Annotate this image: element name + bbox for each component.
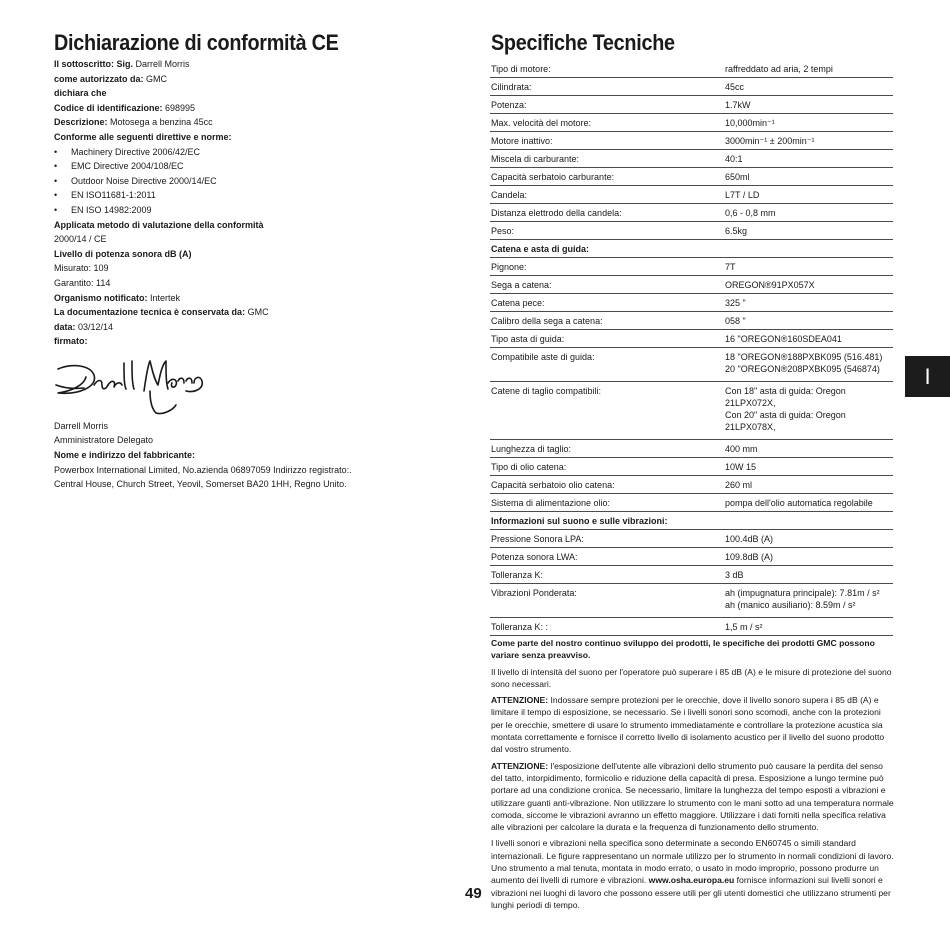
spec-value: 260 ml (724, 476, 893, 494)
undersigned-line (54, 57, 454, 72)
authorized-value: GMC (146, 73, 168, 84)
spec-value: 1.7kW (724, 96, 893, 114)
spec-value: 0,6 - 0,8 mm (724, 204, 893, 222)
notes-section (491, 637, 895, 915)
spec-row (490, 294, 893, 312)
spec-row (490, 330, 893, 348)
notes-paragraph-3 (491, 694, 895, 755)
spec-value (724, 584, 893, 618)
spec-value: 3 dB (724, 566, 893, 584)
spec-label: Vibrazioni Ponderata: (490, 584, 724, 618)
spec-row (490, 348, 893, 382)
warning-label: ATTENZIONE: (491, 695, 549, 706)
techdoc-line (54, 305, 454, 320)
declares-line (54, 86, 454, 101)
manufacturer-label: Nome e indirizzo del fabbricante: (54, 450, 196, 461)
id-code-line (54, 101, 454, 116)
techdoc-label: La documentazione tecnica è conservata da: (54, 307, 246, 318)
spec-value-line: ah (impugnatura principale): 7.81m / s² (725, 588, 880, 598)
spec-row (490, 150, 893, 168)
standards-text: I livelli sonori e vibrazioni nella specifica sono determinate a secondo EN60745 o simili standard internazionali. Le figure rappresentano un normale utilizzo per lo strumento in normali condizioni di lavoro. Uno strumento a mal tenuta, montata in modo errato, o usato in modo improprio, possono produrre un aumento dei livelli di rumore e vibrazioni. (491, 838, 894, 886)
spec-label: Calibro della sega a catena: (490, 312, 724, 330)
spec-label: Lunghezza di taglio: (490, 440, 724, 458)
signer-name: Darrell Morris (54, 420, 108, 431)
spec-value: OREGON®91PX057X (724, 276, 893, 294)
spec-label: Pignone: (490, 258, 724, 276)
techdoc-value: GMC (247, 307, 269, 318)
spec-label: Catena e asta di guida: (490, 240, 724, 258)
directive-item: • Outdoor Noise Directive 2000/14/EC (54, 174, 454, 189)
description-label: Descrizione: (54, 117, 108, 128)
spec-label: Sega a catena: (490, 276, 724, 294)
warning-label: ATTENZIONE: (491, 760, 549, 771)
sound-label: Livello di potenza sonora dB (A) (54, 248, 192, 259)
signature (54, 355, 214, 417)
signed-line (54, 334, 454, 349)
spec-value: 650ml (724, 168, 893, 186)
description-line (54, 115, 454, 130)
spec-row (490, 60, 893, 78)
spec-value: raffreddato ad aria, 2 tempi (724, 60, 893, 78)
spec-value: 16 "OREGON®160SDEA041 (724, 330, 893, 348)
spec-value: 058 " (724, 312, 893, 330)
spec-row (490, 566, 893, 584)
warning-text: l'esposizione dell'utente alle vibrazioni dello strumento può causare la perdita del senso del tatto, intorpidimento, formicolio e riduzione della capacità di presa. Esposizione a lungo termine può portare ad una condizione cronica. Se necessario, limitare la lunghezza del tempo esposti a vibrazioni e utilizzare guanti anti-vibrazione. Non utilizzare lo strumento con le mani sotto ad una temperatura normale comoda, siccome le vibrazioni avranno un effetto maggiore. Utilizzare i dati forniti nella specifica relativa alle vibrazioni per calcolare la durata e la frequenza di funzionamento dello strumento. (491, 760, 894, 833)
notes-paragraph-4 (491, 760, 895, 834)
spec-label: Capacità serbatoio olio catena: (490, 476, 724, 494)
spec-label: Distanza elettrodo della candela: (490, 204, 724, 222)
undersigned-value: Darrell Morris (135, 59, 190, 69)
spec-label: Tolleranza K: : (490, 618, 724, 636)
date-value: 03/12/14 (78, 321, 114, 332)
directive-item: • EN ISO 14982:2009 (54, 203, 454, 218)
undersigned-label: Il sottoscritto: Sig. (54, 59, 134, 69)
notes-paragraph-5 (491, 837, 895, 911)
assessment-value: 2000/14 / CE (54, 234, 107, 245)
spec-value: 10,000min⁻¹ (724, 114, 893, 132)
spec-label: Candela: (490, 186, 724, 204)
spec-row (490, 458, 893, 476)
specs-title: Specifiche Tecniche (491, 30, 675, 55)
directive-item: • Machinery Directive 2006/42/EC (54, 145, 454, 160)
spec-label: Informazioni sul suono e sulle vibrazioni: (490, 512, 724, 530)
spec-row (490, 276, 893, 294)
spec-row (490, 530, 893, 548)
directives-label: Conforme alle seguenti direttive e norme: (54, 131, 232, 142)
sound-line (54, 247, 454, 262)
assessment-line (54, 218, 454, 233)
spec-value: L7T / LD (724, 186, 893, 204)
spec-label: Capacità serbatoio carburante: (490, 168, 724, 186)
spec-label: Miscela di carburante: (490, 150, 724, 168)
authorized-label: come autorizzato da: (54, 73, 144, 84)
authorized-line (54, 72, 454, 87)
spec-value: 109.8dB (A) (724, 548, 893, 566)
id-code-value: 698995 (165, 102, 196, 113)
spec-label: Catena pece: (490, 294, 724, 312)
spec-label: Cilindrata: (490, 78, 724, 96)
spec-value (724, 240, 893, 258)
directive-item: • EN ISO11681-1:2011 (54, 188, 454, 203)
measured-value: Misurato: 109 (54, 263, 109, 274)
spec-label: Motore inattivo: (490, 132, 724, 150)
signer-role: Amministratore Delegato (54, 435, 154, 446)
spec-value: 1,5 m / s² (724, 618, 893, 636)
notes-disclaimer: Come parte del nostro continuo sviluppo dei prodotti, le specifiche dei prodotti GMC possono variare senza preavviso. (491, 638, 875, 661)
spec-value: 400 mm (724, 440, 893, 458)
language-tab: I (905, 356, 950, 397)
manufacturer-line (54, 448, 454, 463)
spec-row (490, 78, 893, 96)
date-line (54, 320, 454, 335)
spec-row (490, 96, 893, 114)
signed-label: firmato: (54, 336, 88, 347)
spec-label: Catene di taglio compatibili: (490, 382, 724, 440)
date-label: data: (54, 321, 76, 332)
directives-line (54, 130, 454, 145)
notified-value: Intertek (150, 292, 181, 303)
spec-section-header (490, 240, 893, 258)
spec-label: Potenza sonora LWA: (490, 548, 724, 566)
spec-table (490, 60, 893, 636)
spec-value-line: Con 18" asta di guida: Oregon 21LPX072X, (725, 386, 846, 408)
spec-row (490, 114, 893, 132)
spec-value (724, 348, 893, 382)
notes-paragraph-1 (491, 637, 895, 662)
spec-value: 325 " (724, 294, 893, 312)
spec-value: 45cc (724, 78, 893, 96)
manufacturer-address-2: Central House, Church Street, Yeovil, Somerset BA20 1HH, Regno Unito. (54, 479, 347, 490)
spec-label: Potenza: (490, 96, 724, 114)
spec-row (490, 440, 893, 458)
declares-label: dichiara che (54, 88, 107, 99)
spec-row (490, 168, 893, 186)
spec-value: pompa dell'olio automatica regolabile (724, 494, 893, 512)
spec-row (490, 618, 893, 636)
spec-row (490, 382, 893, 440)
spec-value: 7T (724, 258, 893, 276)
spec-label: Compatibile aste di guida: (490, 348, 724, 382)
spec-row (490, 494, 893, 512)
spec-row (490, 132, 893, 150)
spec-value-line: 20 "OREGON®208PXBK095 (546874) (725, 364, 880, 374)
spec-row (490, 312, 893, 330)
warning-text: Indossare sempre protezioni per le orecchie, dove il livello sonoro supera i 85 dB (A) e limitare il tempo di esposizione, se necessario. Se i livelli sonori sono scomodi, anche con la protezioni per le orecchie, smettere di usare lo strumento immediatamente e controllare la protezione acustica sia montata correttamente e fornisce il corretto livello di isolamento acustico per il livello del suono prodotto dal vostro strumento. (491, 695, 885, 755)
spec-value-line: 18 "OREGON®188PXBK095 (516.481) (725, 352, 883, 362)
notified-line (54, 291, 454, 306)
declaration-body (54, 57, 454, 492)
notes-paragraph-2: Il livello di intensità del suono per l'operatore può superare i 85 dB (A) e le misure di protezione del suono sono necessari. (491, 666, 892, 689)
notified-label: Organismo notificato: (54, 292, 148, 303)
guaranteed-value: Garantito: 114 (54, 277, 111, 288)
spec-value-line: ah (manico ausiliario): 8.59m / s² (725, 600, 856, 610)
spec-row (490, 222, 893, 240)
page-number: 49 (465, 885, 482, 902)
manufacturer-address-1: Powerbox International Limited, No.azienda 06897059 Indirizzo registrato:. (54, 464, 352, 475)
directive-item: • EMC Directive 2004/108/EC (54, 159, 454, 174)
spec-value (724, 512, 893, 530)
spec-row (490, 186, 893, 204)
spec-label: Max. velocità del motore: (490, 114, 724, 132)
spec-table-body (490, 60, 893, 636)
spec-value: 6.5kg (724, 222, 893, 240)
spec-value-line: Con 20" asta di guida: Oregon 21LPX078X, (725, 410, 846, 432)
spec-row (490, 584, 893, 618)
spec-label: Sistema di alimentazione olio: (490, 494, 724, 512)
assessment-label: Applicata metodo di valutazione della conformità (54, 219, 264, 230)
spec-section-header (490, 512, 893, 530)
spec-label: Tipo asta di guida: (490, 330, 724, 348)
spec-value: 3000min⁻¹ ± 200min⁻¹ (724, 132, 893, 150)
spec-label: Tipo di motore: (490, 60, 724, 78)
spec-row (490, 258, 893, 276)
description-value: Motosega a benzina 45cc (110, 117, 213, 128)
osha-link[interactable]: www.osha.europa.eu (648, 875, 735, 886)
spec-value: 40:1 (724, 150, 893, 168)
spec-value: 10W 15 (724, 458, 893, 476)
id-code-label: Codice di identificazione: (54, 102, 163, 113)
declaration-title: Dichiarazione di conformità CE (54, 30, 339, 55)
spec-label: Pressione Sonora LPA: (490, 530, 724, 548)
spec-value: 100.4dB (A) (724, 530, 893, 548)
standards-text-tail: fornisce informazioni sui livelli sonori e vibrazioni nei luoghi di lavoro che possono essere utili per gli utenti domestici che utilizzano strumenti per lunghi periodi di tempo. (491, 875, 891, 910)
spec-row (490, 476, 893, 494)
spec-row (490, 204, 893, 222)
spec-label: Tolleranza K: (490, 566, 724, 584)
spec-label: Peso: (490, 222, 724, 240)
spec-value (724, 382, 893, 440)
spec-row (490, 548, 893, 566)
spec-label: Tipo di olio catena: (490, 458, 724, 476)
